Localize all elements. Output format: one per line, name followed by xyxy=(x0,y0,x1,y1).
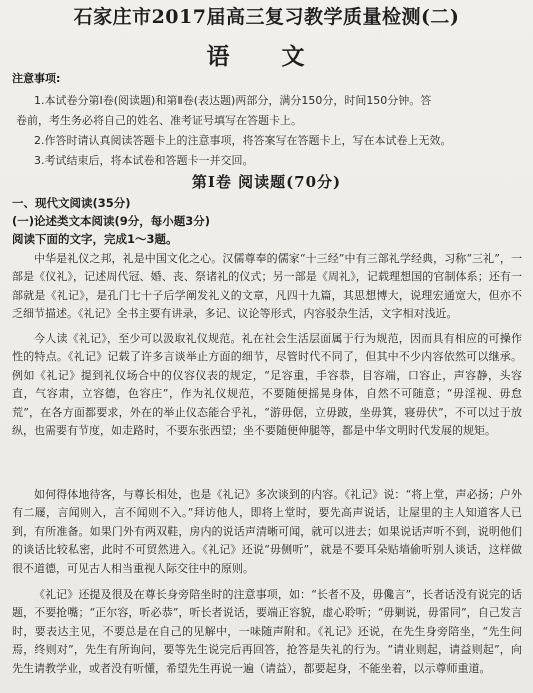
passage-paragraph-4: 《礼记》还提及很及在尊长身旁陪坐时的注意事项，如：“长者不及，毋儳言”，长者话没有说完的话题，不要抢嘴；“正尔容，听必恭”，听长者说话，要端正容貌，虚心聆听；“毋剿说，毋雷同”，自己发言时，要表达主见，不要总是在自己的见解中，一味随声附和。《礼记》还说，在先生身旁陪坐，“先生问焉，终则对”，先生有所询问，要等先生说完后再回答，抢答是失礼的行为。“请业则起，请益则起”，向先生请教学业，或者没有听懂，希望先生再说一遍（请益），都要起身，不能坐着，以示尊师重道。 xyxy=(12,588,522,675)
note-item-1-cont: 卷前，考生务必将自己的姓名、准考证号填写在答题卡上。 xyxy=(16,114,302,127)
notes-heading: 注意事项: xyxy=(12,72,61,85)
reading-instruction: 阅读下面的文字，完成1～3题。 xyxy=(12,232,178,246)
part-heading: 一、现代文阅读(35分) xyxy=(12,196,131,210)
subpart-heading: (一)论述类文本阅读(9分，每小题3分) xyxy=(12,214,211,228)
note-item-2: 2.作答时请认真阅读答题卡上的注意事项，将答案写在答题卡上，写在本试卷上无效。 xyxy=(34,134,452,147)
subject-title: 语 文 xyxy=(206,43,327,70)
passage-paragraph-2: 今人读《礼记》，至少可以汲取礼仪规范。礼在社会生活层面属于行为规范，因而具有相应的可操作性的特点。《礼记》记载了许多言谈举止方面的细节，尽管时代不同了，但其中不少内容依然可以继承。例如《礼记》提到礼仪场合中的仪容仪表的规定，“足容重，手容恭，目容端，口容止，声容静，头容直，气容肃，立容德，色容庄”，作为礼仪规范，不要随便摇晃身体，自然不可随意；“毋淫视、毋怠荒”，在各方面都要求，外在的举止仪态能合乎礼，“游毋倨，立毋跛，坐毋箕，寝毋伏”，不可以过于放纵，也需要有节度，如走路时，不要东张西望；坐不要随便伸腿等，都是中华文明时代发展的规矩。 xyxy=(12,332,522,438)
note-item-3: 3.考试结束后，将本试卷和答题卡一并交回。 xyxy=(34,154,254,167)
passage-paragraph-1: 中华是礼仪之邦，礼是中国文化之心。汉儒尊奉的儒家“十三经”中有三部礼学经典，习称“三礼”，一部是《仪礼》，记述周代冠、婚、丧、祭诸礼的仪式；另一部是《周礼》，记载理想国的官制体系；还有一部就是《礼记》，是孔门七十子后学阐发礼义的文章，凡四十九篇，其思想博大，说理宏通宽大，但亦不乏细节描述。《礼记》全书主要有讲录，多记、议论等形式，内容驳杂生活，文字相对浅近。 xyxy=(12,252,522,321)
note-item-1: 1.本试卷分第Ⅰ卷(阅读题)和第Ⅱ卷(表达题)两部分，满分150分，时间150分钟。答 xyxy=(34,94,432,107)
section-title: 第Ⅰ卷 阅读题(70分) xyxy=(191,173,342,191)
exam-title: 石家庄市2017届高三复习教学质量检测(二) xyxy=(73,6,460,28)
passage-paragraph-3: 如何得体地待客，与尊长相处，也是《礼记》多次谈到的内容。《礼记》说：“将上堂，声必扬；户外有二屦，言闻则入，言不闻则不入。”拜访他人，即将上堂时，要先高声说话，让屋里的主人知道客人已到，有所准备。如果门外有两双鞋，房内的说话声清晰可闻，就可以进去；如果说话声听不到，说明他们的谈话比较私密，此时不可贸然进入。《礼记》还说“毋侧听”，就是不要耳朵贴墙偷听别人谈话，这样做很不道德，可见古人相当重视人际交往中的原则。 xyxy=(12,488,522,575)
